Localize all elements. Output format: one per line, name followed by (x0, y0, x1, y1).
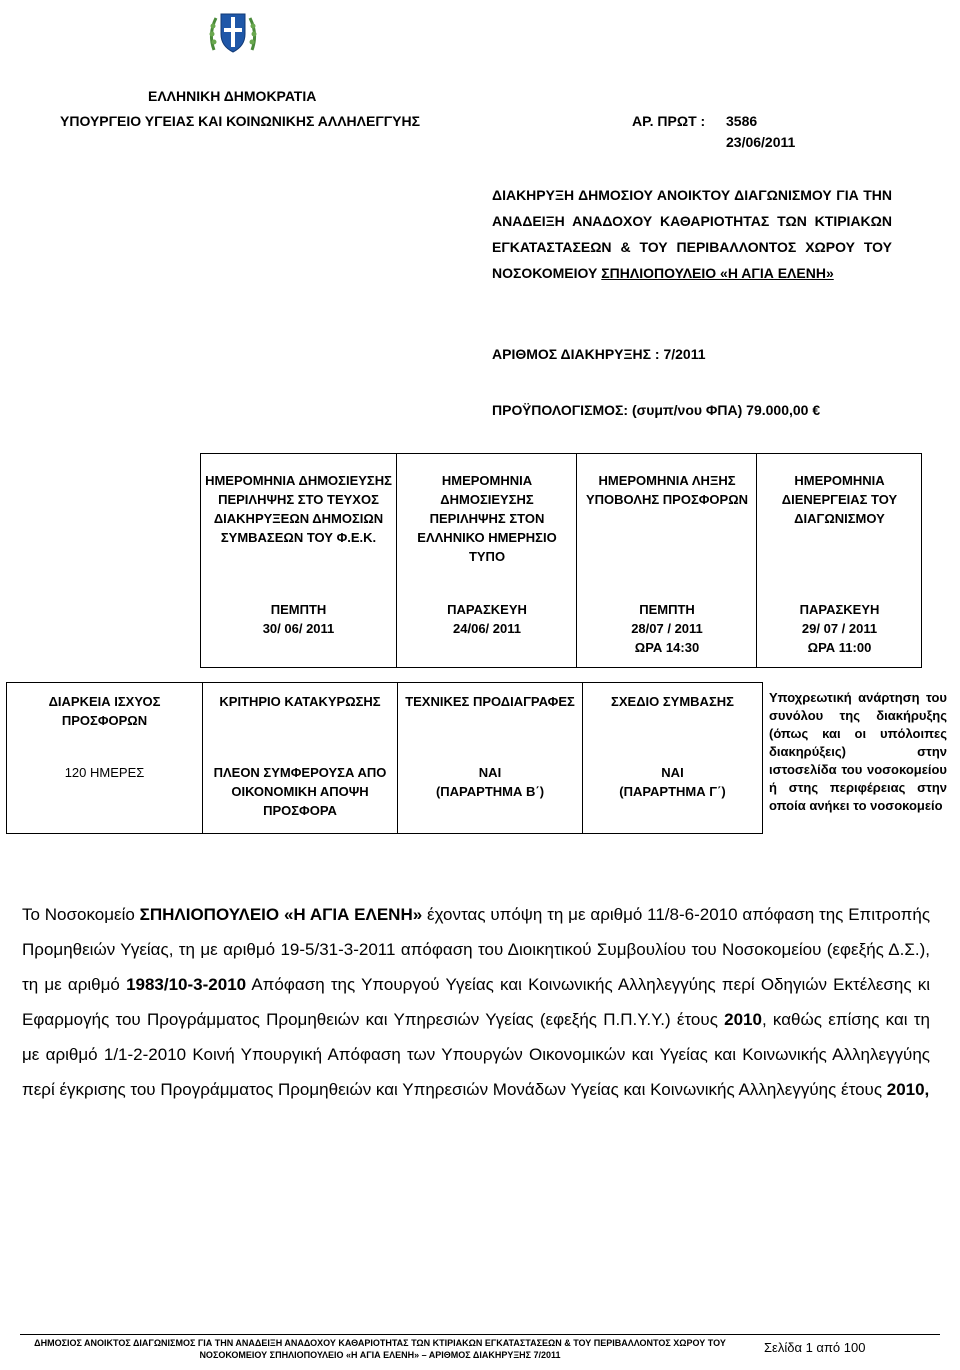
dates-day: ΠΕΜΠΤΗ (639, 602, 695, 617)
terms-value-annex: (ΠΑΡΑΡΤΗΜΑ Β΄) (435, 784, 545, 799)
protocol-number: 3586 (726, 113, 758, 129)
dates-date: 24/06/ 2011 (453, 621, 521, 636)
dates-col-deadline (576, 454, 757, 667)
terms-table (6, 682, 953, 834)
protocol-label: ΑΡ. ΠΡΩΤ : (632, 113, 706, 129)
greek-coat-of-arms-icon (204, 4, 262, 62)
dates-col-value (761, 600, 918, 657)
body-text-3: Απόφαση της Υπουργού Υγείας και Κοινωνικής Αλληλεγγύης περί Οδηγιών Εκτέλεσης κι Εφαρμογής του Προγράμματος Προμηθειών και Υπηρεσιών Υγείας (εφεξής Π.Π.Υ.Υ.) έτους (22, 975, 930, 1029)
dates-col-head: ΗΜΕΡΟΜΗΝΙΑ ΛΗΞΗΣ ΥΠΟΒΟΛΗΣ ΠΡΟΣΦΟΡΩΝ (585, 473, 749, 507)
dates-col-fek (201, 454, 396, 667)
body-text-1: Το Νοσοκομείο (22, 905, 140, 924)
dates-col-value (205, 600, 392, 638)
hospital-name: ΣΠΗΛΙΟΠΟΥΛΕΙΟ «Η ΑΓΙΑ ΕΛΕΝΗ» (601, 265, 834, 281)
dates-day: ΠΑΡΑΣΚΕΥΗ (799, 602, 880, 617)
dates-col-value (581, 600, 753, 657)
dates-date: 28/07 / 2011 (631, 621, 703, 636)
terms-value (587, 763, 758, 801)
body-hospital-name: ΣΠΗΛΙΟΠΟΥΛΕΙΟ «Η ΑΓΙΑ ΕΛΕΝΗ» (139, 905, 423, 924)
body-year: 2010 (724, 1010, 762, 1029)
declaration-number: ΑΡΙΘΜΟΣ ΔΙΑΚΗΡΥΞΗΣ : 7/2011 (492, 346, 706, 362)
page-number: Σελίδα 1 από 100 (764, 1340, 866, 1355)
terms-col-contract (582, 682, 763, 834)
body-paragraph (22, 897, 930, 1107)
dates-date: 30/ 06/ 2011 (262, 621, 335, 636)
terms-value-annex: (ΠΑΡΑΡΤΗΜΑ Γ΄) (619, 784, 726, 799)
publication-note-cell (763, 682, 953, 834)
terms-value (402, 763, 578, 801)
body-text-4: , καθώς επίσης και τη με αριθμό 1/1-2-2010 Κοινή Υπουργική Απόφαση των Υπουργών Οικονομικών και Υγείας και Κοινωνικής Αλληλεγγύης περί έγκρισης του Προγράμματος Προμηθειών και Υπηρεσιών Μονάδων Υγείας και Κοινωνικής Αλληλεγγύης έτους (22, 1010, 930, 1099)
publication-note: Υποχρεωτική ανάρτηση του συνόλου της διακήρυξης (όπως και οι υπόλοιπες διακηρύξεις) στην ιστοσελίδα του νοσοκομείου ή στης περιφέρειας στην οποία ανήκει το νοσοκομείο (769, 690, 947, 813)
dates-col-head: ΗΜΕΡΟΜΗΝΙΑ ΔΗΜΟΣΙΕΥΣΗΣ ΠΕΡΙΛΗΨΗΣ ΣΤΟ ΤΕΥΧΟΣ ΔΙΑΚΗΡΥΞΕΩΝ ΔΗΜΟΣΙΩΝ ΣΥΜΒΑΣΕΩΝ ΤΟΥ Φ.Ε.Κ. (205, 473, 392, 545)
terms-value-main: ΝΑΙ (661, 765, 684, 780)
terms-col-criterion (202, 682, 398, 834)
dates-col-head: ΗΜΕΡΟΜΗΝΙΑ ΔΗΜΟΣΙΕΥΣΗΣ ΠΕΡΙΛΗΨΗΣ ΣΤΟΝ ΕΛΛΗΝΙΚΟ ΗΜΕΡΗΣΙΟ ΤΥΠΟ (417, 473, 557, 564)
dates-table (200, 453, 922, 668)
dates-col-value (401, 600, 573, 638)
dates-col-tender (756, 454, 922, 667)
declaration-title (492, 182, 892, 286)
dates-day: ΠΕΜΠΤΗ (270, 602, 327, 617)
dates-time: ΩΡΑ 14:30 (634, 640, 700, 655)
body-year-end: 2010, (886, 1080, 930, 1099)
terms-head: ΤΕΧΝΙΚΕΣ ΠΡΟΔΙΑΓΡΑΦΕΣ (405, 694, 575, 709)
terms-head: ΔΙΑΡΚΕΙΑ ΙΣΧΥΟΣ ΠΡΟΣΦΟΡΩΝ (48, 694, 161, 728)
footer-caption (20, 1337, 740, 1361)
footer-line-2: ΝΟΣΟΚΟΜΕΙΟΥ ΣΠΗΛΙΟΠΟΥΛΕΙΟ «Η ΑΓΙΑ ΕΛΕΝΗ» – ΑΡΙΘΜΟΣ ΔΙΑΚΗΡΥΞΗΣ 7/2011 (199, 1350, 561, 1360)
republic-heading: ΕΛΛΗΝΙΚΗ ΔΗΜΟΚΡΑΤΙΑ (148, 88, 317, 104)
terms-head: ΣΧΕΔΙΟ ΣΥΜΒΑΣΗΣ (611, 694, 734, 709)
body-decision-number: 1983/10-3-2010 (126, 975, 247, 994)
terms-value: ΠΛΕΟΝ ΣΥΜΦΕΡΟΥΣΑ ΑΠΟ ΟΙΚΟΝΟΜΙΚΗ ΑΠΟΨΗ ΠΡΟΣΦΟΡΑ (213, 765, 387, 818)
terms-value: 120 ΗΜΕΡΕΣ (64, 765, 145, 780)
protocol-date: 23/06/2011 (726, 134, 796, 150)
footer-divider (20, 1334, 940, 1335)
ministry-heading: ΥΠΟΥΡΓΕΙΟ ΥΓΕΙΑΣ ΚΑΙ ΚΟΙΝΩΝΙΚΗΣ ΑΛΛΗΛΕΓΓΥΗΣ (60, 113, 421, 129)
declaration-title-text: ΔΙΑΚΗΡΥΞΗ ΔΗΜΟΣΙΟΥ ΑΝΟΙΚΤΟΥ ΔΙΑΓΩΝΙΣΜΟΥ ΓΙΑ ΤΗΝ ΑΝΑΔΕΙΞΗ ΑΝΑΔΟΧΟΥ ΚΑΘΑΡΙΟΤΗΤΑΣ ΤΩΝ ΚΤΙΡΙΑΚΩΝ ΕΓΚΑΤΑΣΤΑΣΕΩΝ & ΤΟΥ ΠΕΡΙΒΑΛΛΟΝΤΟΣ ΧΩΡΟΥ ΤΟΥ ΝΟΣΟΚΟΜΕΙΟΥ (492, 187, 892, 281)
terms-col-validity (6, 682, 203, 834)
budget: ΠΡΟΫΠΟΛΟΓΙΣΜΟΣ: (συμπ/νου ΦΠΑ) 79.000,00 € (492, 402, 821, 418)
dates-time: ΩΡΑ 11:00 (807, 640, 872, 655)
terms-value-main: ΝΑΙ (478, 765, 502, 780)
terms-col-specs (397, 682, 583, 834)
body-text-2: έχοντας υπόψη τη με αριθμό 11/8-6-2010 απόφαση της Επιτροπής Προμηθειών Υγείας, τη με αριθμό 19-5/31-3-2011 απόφαση του Διοικητικού Συμβουλίου του Νοσοκομείου (εφεξής Δ.Σ.), τη με αριθμό (22, 905, 931, 994)
dates-day: ΠΑΡΑΣΚΕΥΗ (447, 602, 527, 617)
footer-line-1: ΔΗΜΟΣΙΟΣ ΑΝΟΙΚΤΟΣ ΔΙΑΓΩΝΙΣΜΟΣ ΓΙΑ ΤΗΝ ΑΝΑΔΕΙΞΗ ΑΝΑΔΟΧΟΥ ΚΑΘΑΡΙΟΤΗΤΑΣ ΤΩΝ ΚΤΙΡΙΑΚΩΝ ΕΓΚΑΤΑΣΤΑΣΕΩΝ & ΤΟΥ ΠΕΡΙΒΑΛΛΟΝΤΟΣ ΧΩΡΟΥ ΤΟΥ (34, 1338, 726, 1348)
terms-head: ΚΡΙΤΗΡΙΟ ΚΑΤΑΚΥΡΩΣΗΣ (219, 694, 381, 709)
dates-date: 29/ 07 / 2011 (801, 621, 878, 636)
dates-col-press (396, 454, 577, 667)
dates-col-head: ΗΜΕΡΟΜΗΝΙΑ ΔΙΕΝΕΡΓΕΙΑΣ ΤΟΥ ΔΙΑΓΩΝΙΣΜΟΥ (781, 473, 898, 526)
